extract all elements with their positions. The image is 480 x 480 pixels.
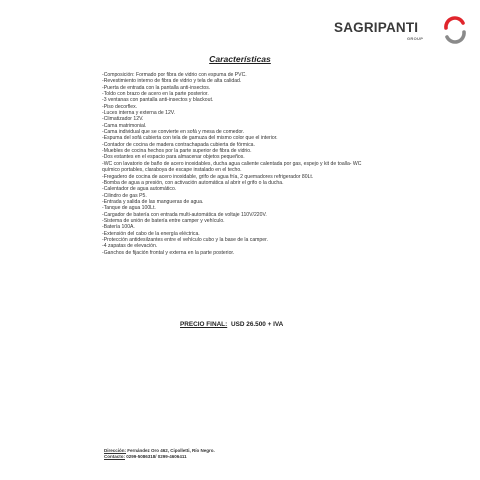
price-value: USD 26.500 + IVA xyxy=(231,321,284,328)
footer-contact xyxy=(104,448,215,461)
feature-item: -Ganchos de fijación frontal y externa en la parte posterior. xyxy=(102,249,235,256)
feature-item: -Luces interna y externa de 12V. xyxy=(102,110,176,117)
feature-item: -3 ventanas con pantalla anti-insectos y blackout. xyxy=(102,97,214,104)
feature-item: -Cama matrimonial. xyxy=(102,122,147,129)
feature-item: -Fregadero de cocina de acero inoxidable, grifo de agua fría, 2 quemadores refrigerador 80Lt. xyxy=(102,173,314,180)
contact-phones: 0299-5086318/ 0299-4606411 xyxy=(126,454,187,460)
feature-item: -Sistema de unión de batería entre camper y vehículo. xyxy=(102,217,225,224)
address-text: Fernández Oro 462, Cipolletti, Río Negro. xyxy=(127,448,215,453)
feature-item: -Batería 100A. xyxy=(102,224,135,231)
footer-contact-line xyxy=(104,454,215,460)
feature-item: -Calentador de agua automático. xyxy=(102,186,177,193)
feature-item: -Composición: Formado por fibra de vidrio con espuma de PVC. xyxy=(102,72,247,78)
feature-item: -Cargador de batería con entrada multi-automática de voltaje 110V/220V. xyxy=(102,211,267,218)
feature-item: -Contador de cocina de madera contrachapada cubierta de fórmica. xyxy=(102,141,255,148)
feature-item: -Tanque de agua 100Lt. xyxy=(102,205,156,212)
feature-item: -Protección antidesilzantes entre el vehículo cubo y la base de la camper. xyxy=(102,236,268,243)
feature-item: -Espuma del sofá cubierta con tela de gamuza del mismo color que el interior. xyxy=(102,135,278,142)
feature-item: -Cilindro de gas P5. xyxy=(102,192,147,199)
logo-wordmark: SAGRIPANTI xyxy=(334,20,419,35)
address-label: Dirección: xyxy=(104,448,127,453)
page-title: Características xyxy=(209,54,271,64)
feature-item: -Toldo con brazo de acero en la parte posterior. xyxy=(102,91,209,98)
price-label: PRECIO FINAL: xyxy=(180,321,228,328)
feature-item: -Puerta de entrada con la pantalla anti-insectos. xyxy=(102,84,211,91)
feature-item: -4 zapatas de elevación. xyxy=(102,243,158,250)
feature-item: -Entrada y salida de las mangueras de agua. xyxy=(102,198,204,205)
feature-item: -Bomba de agua a presión, con activación automática al abrir el grifo o la ducha. xyxy=(102,179,284,186)
feature-item: -Climatizador 12V. xyxy=(102,116,144,123)
contact-label: Contacto: xyxy=(104,454,125,460)
feature-item: -Revestimiento interno de fibra de vidrio y tela de alta calidad. xyxy=(102,78,242,85)
logo-mark-icon xyxy=(442,15,468,45)
feature-item: -Cama individual que se convierte en sofá y mesa de comedor. xyxy=(102,129,245,136)
feature-item: -WC con lavatorio de baño de acero inoxidables, ducha agua caliente calentada por gas, espejo y kit de toalla- WC químico portables, claraboya de escape instalado en el techo. xyxy=(102,160,362,174)
feature-item: -Extensión del cabo de la energía eléctrica. xyxy=(102,230,200,237)
price-line xyxy=(180,321,283,328)
feature-item: -Muebles de cocina hechos por la parte superior de fibra de vidrio. xyxy=(102,148,252,155)
features-list xyxy=(102,72,374,256)
company-logo xyxy=(334,13,464,49)
feature-item: -Piso decorflex. xyxy=(102,103,138,110)
feature-item: -Dos estantes en el espacio para almacenar objetos pequeños. xyxy=(102,154,245,161)
logo-subtitle: GROUP xyxy=(407,36,424,41)
